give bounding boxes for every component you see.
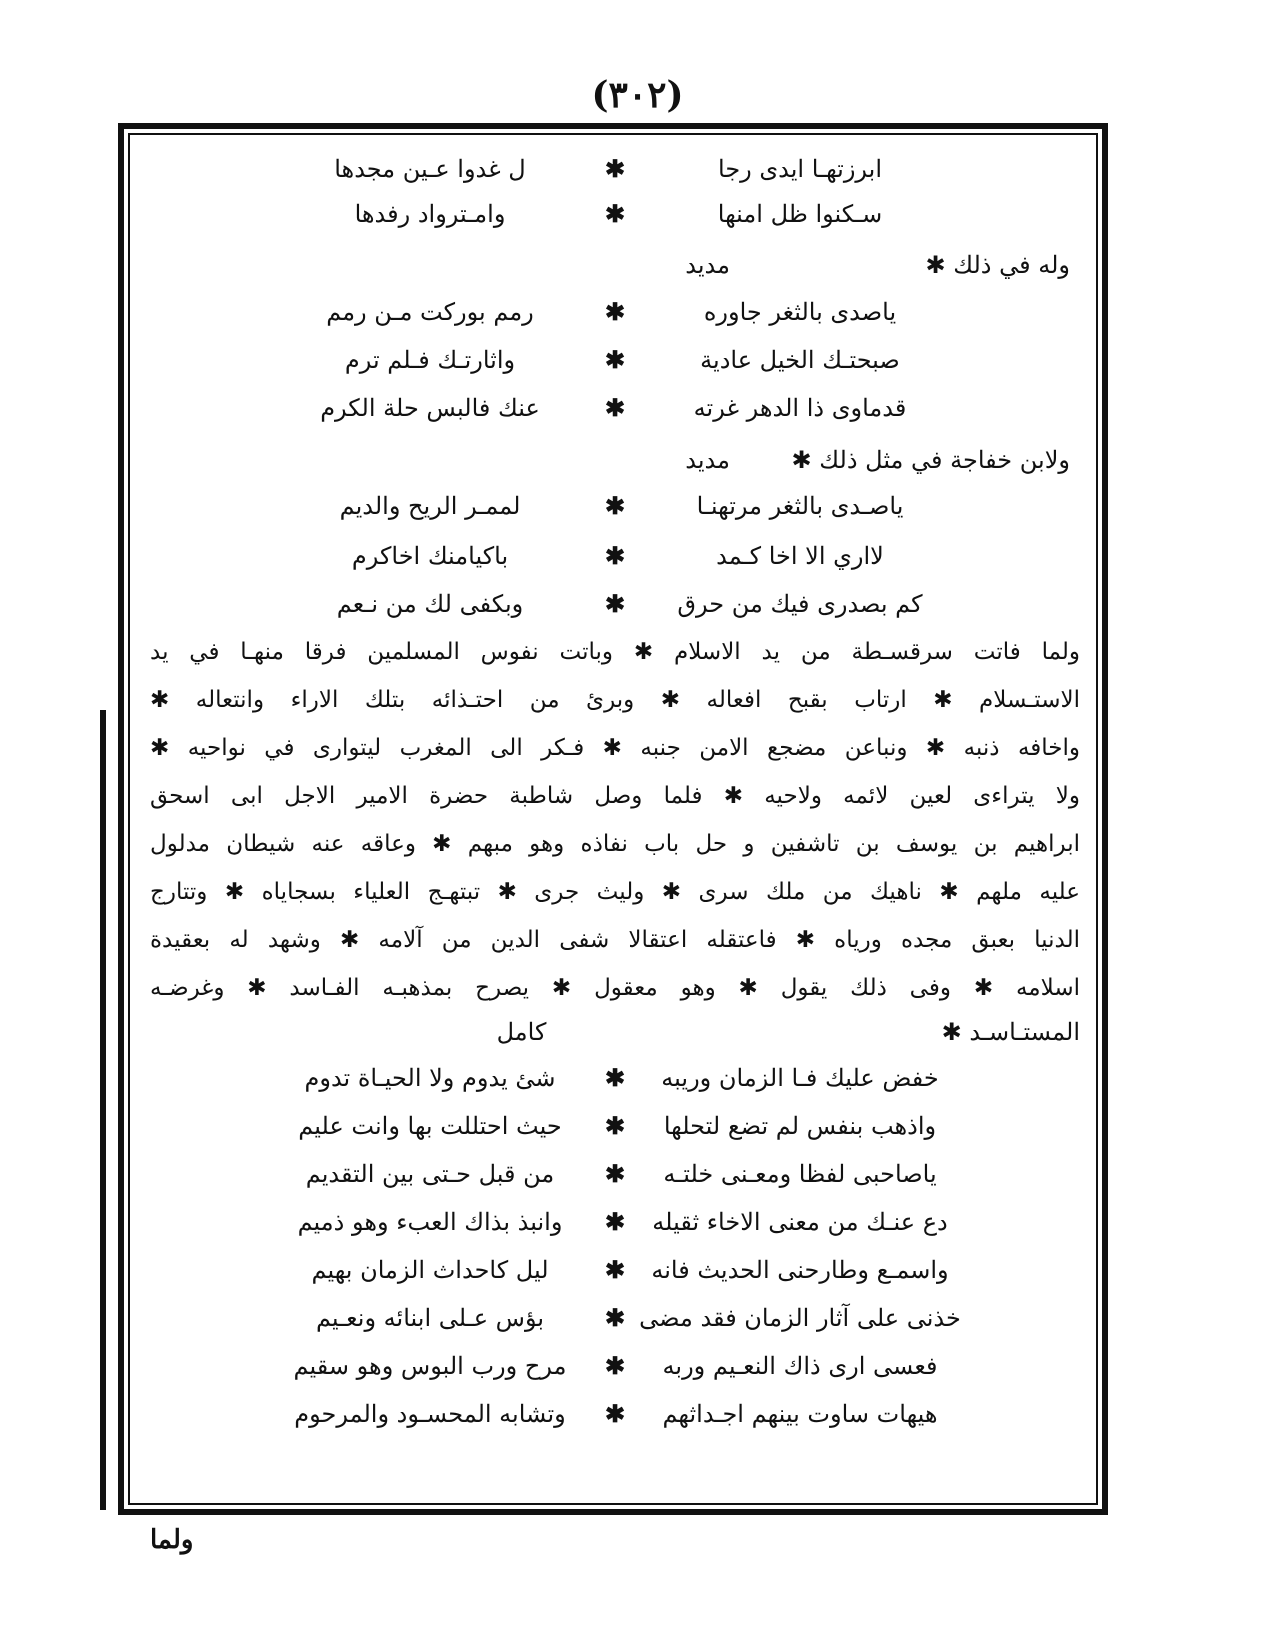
verse-separator: ✱	[604, 345, 626, 374]
verse-separator: ✱	[604, 491, 626, 520]
verse-line	[140, 1102, 1090, 1150]
verse-line	[140, 288, 1090, 336]
verse-line	[140, 1198, 1090, 1246]
page-number: (٣٠٢)	[591, 74, 684, 116]
prose-line: اسلامه ✱ وفى ذلك يقول ✱ وهو معقول ✱ يصرح بمذهبـه الفـاسد ✱ وغرضـه	[150, 975, 1080, 1001]
verse-separator: ✱	[604, 1303, 626, 1332]
verse-second-hemistich: مرح ورب البوس وهو سقيم	[293, 1352, 567, 1380]
prose-last-text: المستـاسـد ✱	[941, 1018, 1080, 1046]
prose-line: ولا يتراءى لعين لائمه ولاحيه ✱ فلما وصل شاطبة حضرة الامير الاجل ابى اسحق	[150, 783, 1080, 809]
verse-second-hemistich: رمم بوركت مـن رمم	[326, 298, 534, 326]
verse-line	[140, 1246, 1090, 1294]
verse-second-hemistich: وبكفى لك من نـعم	[336, 590, 524, 618]
verse-line	[140, 190, 1090, 238]
verse-first-hemistich: سـكنوا ظل امنها	[717, 200, 883, 228]
verse-first-hemistich: ياصدى بالثغر جاوره	[703, 298, 897, 326]
verse-second-hemistich: وتشابه المحسـود والمرحوم	[294, 1400, 566, 1428]
verse-separator: ✱	[604, 1207, 626, 1236]
verse-separator: ✱	[604, 1111, 626, 1140]
verse-first-hemistich: كم بصدرى فيك من حرق	[677, 590, 923, 618]
verse-separator: ✱	[604, 1351, 626, 1380]
prose-line: ابراهيم بن يوسف بن تاشفين و حل باب نفاذه وهو مبهم ✱ وعاقه عنه شيطان مدلول	[150, 831, 1080, 857]
verse-first-hemistich: خذنى على آثار الزمان فقد مضى	[639, 1304, 961, 1332]
verse-first-hemistich: دع عنـك من معنى الاخاء ثقيله	[652, 1208, 948, 1236]
verse-line	[140, 1390, 1090, 1438]
prose-line-last	[130, 1008, 1080, 1056]
prose-line: الاستـسلام ✱ ارتاب بقبح افعاله ✱ وبرئ من احتـذائه بتلك الاراء وانتعاله ✱	[150, 687, 1080, 713]
verse-line	[140, 580, 1090, 628]
section-heading	[170, 440, 1070, 480]
catchword: ولما	[150, 1525, 194, 1555]
verse-first-hemistich: صبحتـك الخيل عادية	[700, 346, 900, 374]
verse-first-hemistich: ابرزتهـا ايدى رجا	[718, 155, 882, 183]
verse-second-hemistich: وانبذ بذاك العبء وهو ذميم	[297, 1208, 563, 1236]
verse-first-hemistich: فعسى ارى ذاك النعـيم وربه	[662, 1352, 938, 1380]
section-heading	[170, 245, 1070, 285]
verse-line	[140, 1054, 1090, 1102]
verse-second-hemistich: باكيامنك اخاكرم	[351, 542, 509, 570]
verse-first-hemistich: ياصـدى بالثغر مرتهنـا	[696, 492, 904, 520]
verse-line	[140, 384, 1090, 432]
verse-first-hemistich: واسمـع وطارحنى الحديث فانه	[651, 1256, 949, 1284]
verse-first-hemistich: لااري الا اخا كـمد	[716, 542, 884, 570]
verse-second-hemistich: لممـر الريح والديم	[339, 492, 521, 520]
verse-second-hemistich: بؤس عـلى ابنائه ونعـيم	[315, 1304, 545, 1332]
verse-separator: ✱	[604, 1063, 626, 1092]
verse-separator: ✱	[604, 1159, 626, 1188]
verse-separator: ✱	[604, 541, 626, 570]
verse-second-hemistich: واثارتـك فـلم ترم	[344, 346, 516, 374]
verse-first-hemistich: خفض عليك فـا الزمان وريبه	[661, 1064, 939, 1092]
verse-separator: ✱	[604, 393, 626, 422]
verse-second-hemistich: حيث احتللت بها وانت عليم	[298, 1112, 562, 1140]
verse-second-hemistich: من قبل حـتى بين التقديم	[305, 1160, 555, 1188]
verse-first-hemistich: واذهب بنفس لم تضع لتحلها	[663, 1112, 937, 1140]
verse-line	[140, 145, 1090, 193]
verse-line	[140, 336, 1090, 384]
verse-second-hemistich: ليل كاحداث الزمان بهيم	[311, 1256, 549, 1284]
verse-separator: ✱	[604, 1255, 626, 1284]
verse-separator: ✱	[604, 154, 626, 183]
verse-line	[140, 482, 1090, 530]
heading-intro: وله في ذلك ✱	[925, 251, 1070, 279]
heading-intro: ولابن خفاجة في مثل ذلك ✱	[791, 446, 1070, 474]
verse-second-hemistich: ل غدوا عـين مجدها	[334, 155, 526, 183]
prose-line: ولما فاتت سرقسـطة من يد الاسلام ✱ وباتت نفوس المسلمين فرقا منهـا في يد	[150, 639, 1080, 665]
verse-second-hemistich: شئ يدوم ولا الحيـاة تدوم	[304, 1064, 556, 1092]
verse-line	[140, 1150, 1090, 1198]
verse-separator: ✱	[604, 589, 626, 618]
verse-first-hemistich: هيهات ساوت بينهم اجـداثهم	[662, 1400, 938, 1428]
verse-separator: ✱	[604, 297, 626, 326]
heading-meter: مديد	[685, 251, 730, 279]
prose-line: واخافه ذنبه ✱ ونباعن مضجع الامن جنبه ✱ فـكر الى المغرب ليتوارى في نواحيه ✱	[150, 735, 1080, 761]
margin-rule	[100, 710, 106, 1510]
verse-second-hemistich: وامـترواد رفدها	[354, 200, 506, 228]
prose-line: الدنيا بعبق مجده ورياه ✱ فاعتقله اعتقالا شفى الدين من آلامه ✱ وشهد له بعقيدة	[150, 927, 1080, 953]
page-content	[140, 140, 1090, 1500]
heading-meter: كامل	[496, 1018, 547, 1046]
verse-first-hemistich: قدماوى ذا الدهر غرته	[693, 394, 907, 422]
verse-separator: ✱	[604, 199, 626, 228]
heading-meter: مديد	[685, 446, 730, 474]
prose-line: عليه ملهم ✱ ناهيك من ملك سرى ✱ وليث جرى ✱ تبتهـج العلياء بسجاياه ✱ وتتارج	[150, 879, 1080, 905]
verse-line	[140, 1342, 1090, 1390]
verse-first-hemistich: ياصاحبى لفظا ومعـنى خلتـه	[663, 1160, 937, 1188]
verse-separator: ✱	[604, 1399, 626, 1428]
verse-line	[140, 532, 1090, 580]
verse-line	[140, 1294, 1090, 1342]
verse-second-hemistich: عنك فالبس حلة الكرم	[320, 394, 540, 422]
